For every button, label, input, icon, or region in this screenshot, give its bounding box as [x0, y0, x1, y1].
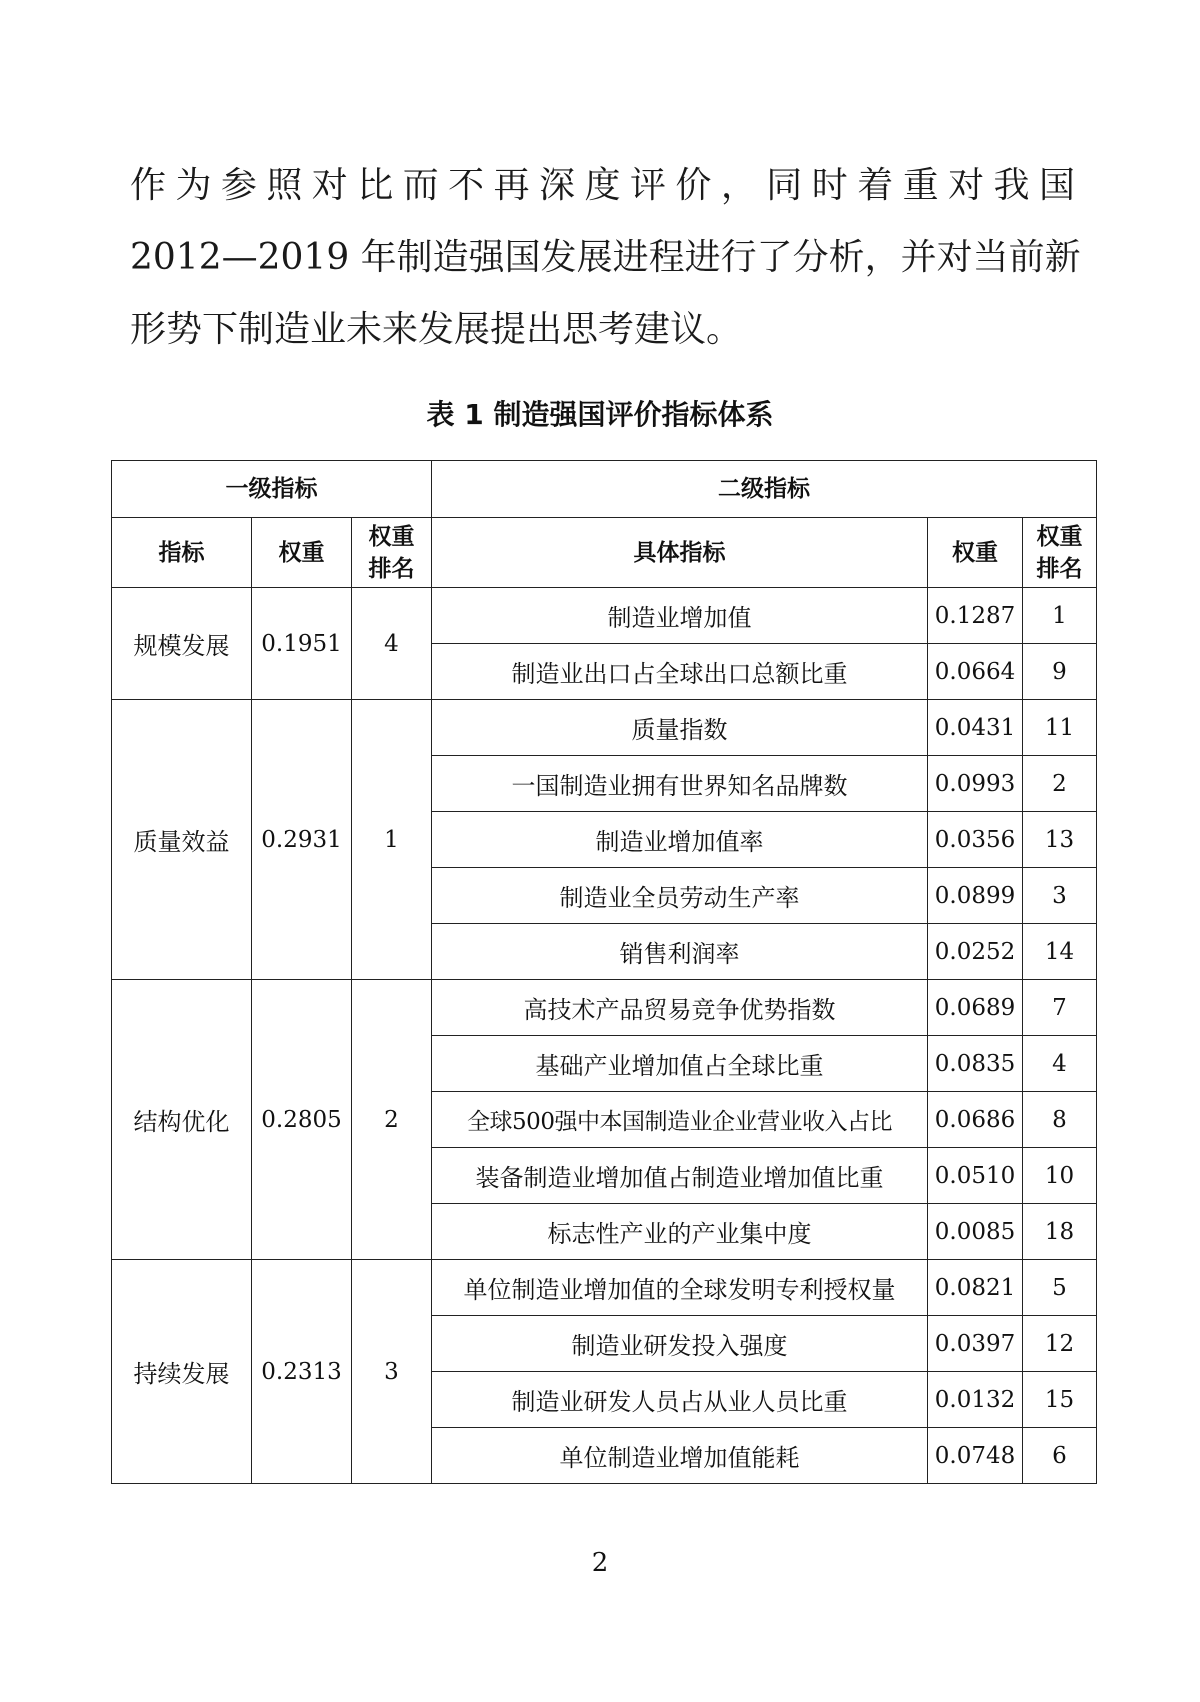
sub-indicator-rank: 11 [1023, 700, 1097, 756]
body-paragraph [130, 150, 1081, 366]
sub-indicator-rank: 9 [1023, 644, 1097, 700]
group-rank: 4 [352, 588, 432, 700]
group-name: 结构优化 [112, 980, 252, 1260]
group-weight: 0.2805 [252, 980, 352, 1260]
sub-indicator-name: 基础产业增加值占全球比重 [432, 1036, 928, 1092]
sub-indicator-weight: 0.0821 [928, 1260, 1023, 1316]
sub-indicator-rank: 4 [1023, 1036, 1097, 1092]
sub-indicator-name: 标志性产业的产业集中度 [432, 1204, 928, 1260]
rank-header-line1: 权重 [368, 523, 415, 550]
sub-indicator-weight: 0.0252 [928, 924, 1023, 980]
sub-indicator-weight: 0.0899 [928, 868, 1023, 924]
paragraph-line: 形势下制造业未来发展提出思考建议。 [130, 309, 743, 350]
group-name: 质量效益 [112, 700, 252, 980]
sub-indicator-rank: 3 [1023, 868, 1097, 924]
sub-indicator-rank: 18 [1023, 1204, 1097, 1260]
sub-indicator-rank: 13 [1023, 812, 1097, 868]
paragraph-line: 2012—2019 年制造强国发展进程进行了分析，并对当前新 [130, 237, 1081, 278]
rank-header-line2: 排名 [368, 555, 415, 582]
sub-indicator-weight: 0.0748 [928, 1428, 1023, 1484]
group-weight: 0.2931 [252, 700, 352, 980]
specific-header: 具体指标 [432, 518, 928, 588]
sub-indicator-rank: 7 [1023, 980, 1097, 1036]
table-row [112, 588, 1097, 644]
sub-indicator-rank: 5 [1023, 1260, 1097, 1316]
level1-header: 一级指标 [112, 461, 432, 518]
sub-rank-header-line1: 权重 [1036, 523, 1083, 550]
group-name: 规模发展 [112, 588, 252, 700]
column-header-row [112, 518, 1097, 588]
sub-indicator-weight: 0.0132 [928, 1372, 1023, 1428]
sub-indicator-name: 制造业增加值率 [432, 812, 928, 868]
rank-header [352, 518, 432, 588]
sub-indicator-name: 制造业全员劳动生产率 [432, 868, 928, 924]
sub-indicator-name: 销售利润率 [432, 924, 928, 980]
table-body [112, 588, 1097, 1484]
table-caption: 表 1 制造强国评价指标体系 [426, 398, 774, 431]
paragraph-line: 作为参照对比而不再深度评价，同时着重对我国 [130, 165, 1075, 206]
group-weight: 0.2313 [252, 1260, 352, 1484]
table-row [112, 700, 1097, 756]
sub-indicator-weight: 0.0689 [928, 980, 1023, 1036]
sub-weight-header: 权重 [928, 518, 1023, 588]
sub-indicator-weight: 0.0664 [928, 644, 1023, 700]
sub-indicator-weight: 0.0431 [928, 700, 1023, 756]
level2-header: 二级指标 [432, 461, 1097, 518]
sub-indicator-name: 单位制造业增加值能耗 [432, 1428, 928, 1484]
sub-indicator-rank: 10 [1023, 1148, 1097, 1204]
group-name: 持续发展 [112, 1260, 252, 1484]
sub-indicator-name: 高技术产品贸易竞争优势指数 [432, 980, 928, 1036]
group-weight: 0.1951 [252, 588, 352, 700]
sub-indicator-name: 单位制造业增加值的全球发明专利授权量 [432, 1260, 928, 1316]
sub-rank-header [1023, 518, 1097, 588]
sub-indicator-rank: 1 [1023, 588, 1097, 644]
sub-indicator-weight: 0.0085 [928, 1204, 1023, 1260]
sub-indicator-rank: 6 [1023, 1428, 1097, 1484]
sub-indicator-weight: 0.0835 [928, 1036, 1023, 1092]
sub-indicator-rank: 2 [1023, 756, 1097, 812]
sub-indicator-name: 装备制造业增加值占制造业增加值比重 [432, 1148, 928, 1204]
sub-indicator-weight: 0.0397 [928, 1316, 1023, 1372]
sub-indicator-weight: 0.1287 [928, 588, 1023, 644]
weight-header: 权重 [252, 518, 352, 588]
sub-indicator-name: 制造业研发人员占从业人员比重 [432, 1372, 928, 1428]
sub-indicator-rank: 8 [1023, 1092, 1097, 1148]
sub-indicator-name: 制造业出口占全球出口总额比重 [432, 644, 928, 700]
sub-indicator-weight: 0.0356 [928, 812, 1023, 868]
page-number: 2 [591, 1548, 609, 1578]
sub-indicator-weight: 0.0510 [928, 1148, 1023, 1204]
sub-indicator-rank: 12 [1023, 1316, 1097, 1372]
sub-indicator-rank: 14 [1023, 924, 1097, 980]
sub-indicator-name: 制造业研发投入强度 [432, 1316, 928, 1372]
group-header-row [112, 461, 1097, 518]
sub-indicator-weight: 0.0686 [928, 1092, 1023, 1148]
sub-indicator-weight: 0.0993 [928, 756, 1023, 812]
sub-indicator-name: 制造业增加值 [432, 588, 928, 644]
indicator-header: 指标 [112, 518, 252, 588]
table-row [112, 1260, 1097, 1316]
sub-indicator-name: 质量指数 [432, 700, 928, 756]
group-rank: 3 [352, 1260, 432, 1484]
sub-rank-header-line2: 排名 [1036, 555, 1083, 582]
table-row [112, 980, 1097, 1036]
sub-indicator-rank: 15 [1023, 1372, 1097, 1428]
indicator-table [111, 460, 1097, 1484]
group-rank: 2 [352, 980, 432, 1260]
sub-indicator-name: 一国制造业拥有世界知名品牌数 [432, 756, 928, 812]
sub-indicator-name: 全球500强中本国制造业企业营业收入占比 [432, 1092, 928, 1148]
group-rank: 1 [352, 700, 432, 980]
